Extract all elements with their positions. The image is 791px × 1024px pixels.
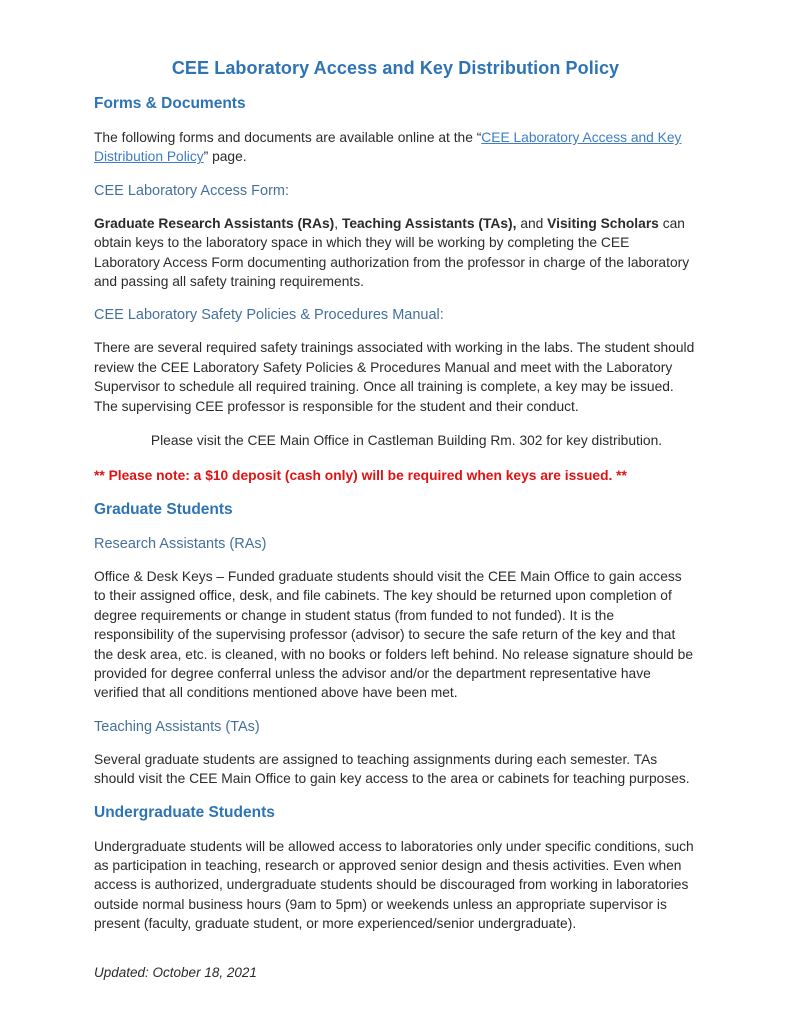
deposit-warning-note: ** Please note: a $10 deposit (cash only) will be required when keys are issued. ** <box>94 468 627 484</box>
forms-intro-paragraph <box>94 128 697 167</box>
updated-date: Updated: October 18, 2021 <box>94 965 257 980</box>
access-form-paragraph-rest: can obtain keys to the laboratory space in which they will be working by completing the CEE Laboratory Access Form documenting authorization from the professor in charge of the laboratory and passing all safety training requirements. <box>94 215 690 290</box>
separator-1: , <box>334 215 342 231</box>
page-title: CEE Laboratory Access and Key Distribution Policy <box>171 58 620 78</box>
research-assistants-paragraph: Office & Desk Keys – Funded graduate students should visit the CEE Main Office to gain access to their assigned office, desk, and file cabinets. The key should be returned upon completion of degree requirements or change in student status (from funded to not funded). It is the responsibility of the supervising professor (advisor) to secure the safe return of the key and that the desk area, etc. is cleaned, with no books or folders left behind. No release signature should be provided for degree conferral unless the advisor and/or the department representative have verified that all conditions mentioned above have been met. <box>94 568 693 701</box>
subheading-research-assistants: Research Assistants (RAs) <box>94 535 267 552</box>
safety-manual-paragraph: There are several required safety trainings associated with working in the labs. The student should review the CEE Laboratory Safety Policies & Procedures Manual and meet with the Laboratory Supervisor to schedule all required training. Once all training is complete, a key may be issued. The supervising CEE professor is responsible for the student and their conduct. <box>94 340 695 414</box>
heading-forms-documents: Forms & Documents <box>94 95 246 112</box>
access-form-paragraph <box>94 214 697 292</box>
bold-visiting-scholars: Visiting Scholars <box>547 215 659 231</box>
forms-intro-after-link: ” page. <box>203 149 247 165</box>
forms-intro-before-link: The following forms and documents are available online at the “ <box>94 130 482 145</box>
subheading-access-form: CEE Laboratory Access Form: <box>94 182 290 199</box>
teaching-assistants-paragraph: Several graduate students are assigned to teaching assignments during each semester. TAs should visit the CEE Main Office to gain key access to the area or cabinets for teaching purposes. <box>94 751 690 787</box>
separator-2: and <box>516 215 548 231</box>
key-distribution-note: Please visit the CEE Main Office in Castleman Building Rm. 302 for key distribution. <box>150 433 663 449</box>
bold-graduate-ras: Graduate Research Assistants (RAs) <box>94 215 335 231</box>
policy-page-link[interactable]: CEE Laboratory Access and Key Distribution Policy <box>94 130 682 165</box>
heading-graduate-students: Graduate Students <box>94 500 233 518</box>
subheading-teaching-assistants: Teaching Assistants (TAs) <box>94 718 260 735</box>
subheading-safety-manual: CEE Laboratory Safety Policies & Procedures Manual: <box>94 307 444 324</box>
heading-undergraduate-students: Undergraduate Students <box>94 803 275 821</box>
bold-teaching-tas: Teaching Assistants (TAs), <box>341 215 517 231</box>
undergraduate-paragraph: Undergraduate students will be allowed access to laboratories only under specific conditions, such as participation in teaching, research or approved senior design and thesis activities. Even when access is authorized, undergraduate students should be discouraged from working in laboratories outside normal business hours (9am to 5pm) or weekends unless an appropriate supervisor is present (faculty, graduate student, or more experienced/senior undergraduate). <box>94 838 694 932</box>
